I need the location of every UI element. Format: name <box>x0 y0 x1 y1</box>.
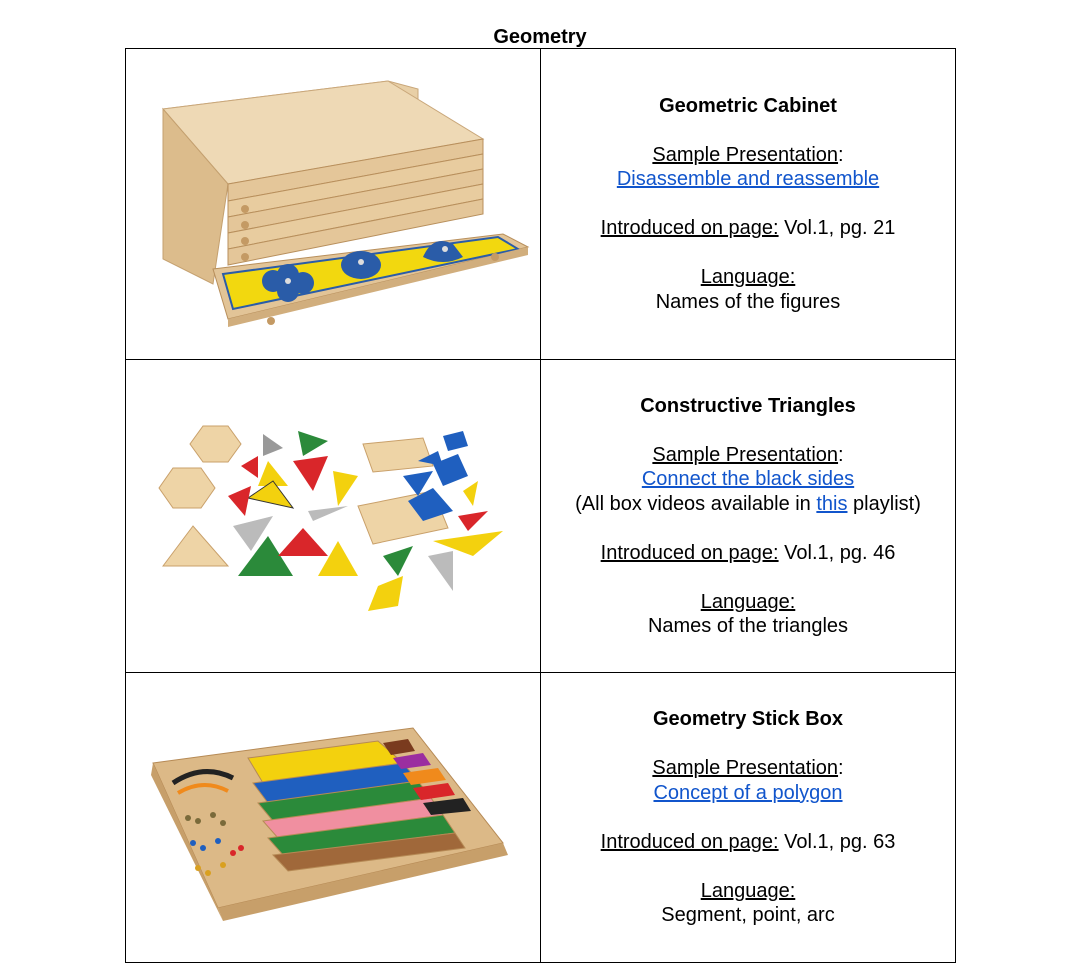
constructive-triangles-photo <box>133 416 533 616</box>
introduced-label: Introduced on page: <box>600 217 779 240</box>
sample-presentation-label: Sample Presentation <box>652 757 839 780</box>
description-cell <box>541 673 956 963</box>
description-cell <box>541 49 956 360</box>
language-value: Names of the figures <box>655 290 841 313</box>
language-value: Names of the triangles <box>647 615 849 637</box>
materials-table <box>125 48 956 963</box>
language-label: Language: <box>700 879 796 902</box>
introduced-value: Vol.1, pg. 46 <box>778 541 896 564</box>
table-row <box>126 49 956 360</box>
sample-presentation-label: Sample Presentation <box>652 143 839 166</box>
geometric-cabinet-photo <box>133 59 533 349</box>
item-heading: Geometric Cabinet <box>659 94 837 117</box>
language-label: Language: <box>700 590 796 613</box>
description-cell <box>541 360 956 673</box>
item-heading: Constructive Triangles <box>640 394 856 417</box>
image-cell <box>126 49 541 360</box>
playlist-link[interactable]: this <box>816 492 848 515</box>
language-value: Segment, point, arc <box>661 904 835 927</box>
colon: : <box>838 443 844 466</box>
playlist-note-prefix: (All box videos available in <box>575 492 817 515</box>
colon: : <box>838 757 844 780</box>
presentation-link[interactable]: Disassemble and reassemble <box>616 168 880 191</box>
language-label: Language: <box>700 266 796 289</box>
image-cell <box>126 360 541 673</box>
presentation-link[interactable]: Connect the black sides <box>641 468 855 490</box>
sample-presentation-label: Sample Presentation <box>652 443 839 466</box>
introduced-label: Introduced on page: <box>600 830 779 853</box>
introduced-value: Vol.1, pg. 21 <box>778 217 896 240</box>
geometry-stick-box-photo <box>133 703 533 933</box>
introduced-label: Introduced on page: <box>600 541 779 564</box>
table-row <box>126 673 956 963</box>
introduced-value: Vol.1, pg. 63 <box>778 830 896 853</box>
table-row <box>126 360 956 673</box>
presentation-link[interactable]: Concept of a polygon <box>653 781 843 804</box>
page-title: Geometry <box>493 26 587 48</box>
item-heading: Geometry Stick Box <box>652 708 844 731</box>
playlist-note-suffix: playlist) <box>847 492 921 515</box>
image-cell <box>126 673 541 963</box>
colon: : <box>838 143 844 166</box>
